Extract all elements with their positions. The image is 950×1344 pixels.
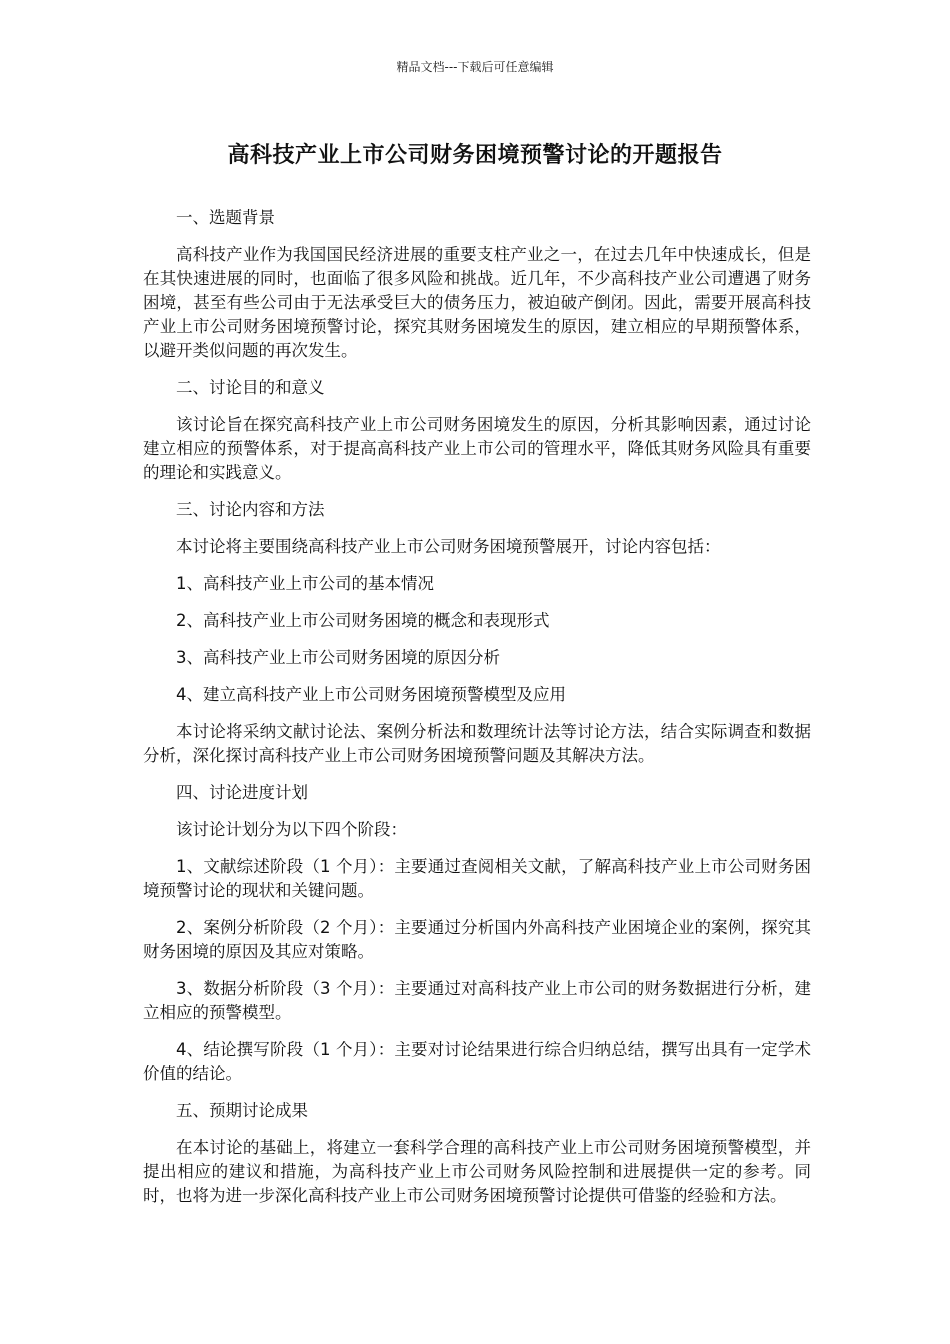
content-list-item: 3、高科技产业上市公司财务困境的原因分析 [176,648,500,667]
section-heading-schedule: 四、讨论进度计划 [176,783,308,802]
expected-results-paragraph: 在本讨论的基础上，将建立一套科学合理的高科技产业上市公司财务困境预警模型，并提出相应的建议和措施，为高科技产业上市公司财务风险控制和进展提供一定的参考。同时，也将为进一步深化高科技产业上市公司财务困境预警讨论提供可借鉴的经验和方法。 [143,1138,811,1205]
methods-paragraph: 本讨论将采纳文献讨论法、案例分析法和数理统计法等讨论方法，结合实际调查和数据分析，深化探讨高科技产业上市公司财务困境预警问题及其解决方法。 [143,722,811,765]
schedule-stage-item: 4、结论撰写阶段（1 个月）：主要对讨论结果进行综合归纳总结，撰写出具有一定学术价值的结论。 [143,1040,811,1083]
content-list-item: 2、高科技产业上市公司财务困境的概念和表现形式 [176,611,550,630]
background-paragraph: 高科技产业作为我国国民经济进展的重要支柱产业之一，在过去几年中快速成长，但是在其快速进展的同时，也面临了很多风险和挑战。近几年，不少高科技产业公司遭遇了财务困境，甚至有些公司由于无法承受巨大的债务压力，被迫破产倒闭。因此，需要开展高科技产业上市公司财务困境预警讨论，探究其财务困境发生的原因，建立相应的早期预警体系，以避开类似问题的再次发生。 [143,245,811,360]
schedule-intro-paragraph: 该讨论计划分为以下四个阶段： [176,820,407,839]
schedule-stage-item: 1、文献综述阶段（1 个月）：主要通过查阅相关文献，了解高科技产业上市公司财务困境预警讨论的现状和关键问题。 [143,857,811,900]
content-list-item: 1、高科技产业上市公司的基本情况 [176,574,434,593]
section-heading-background: 一、选题背景 [176,208,275,227]
header-note: 精品文档---下载后可任意编辑 [396,60,554,74]
purpose-paragraph: 该讨论旨在探究高科技产业上市公司财务困境发生的原因，分析其影响因素，通过讨论建立相应的预警体系，对于提高高科技产业上市公司的管理水平，降低其财务风险具有重要的理论和实践意义。 [143,415,811,482]
schedule-stage-item: 3、数据分析阶段（3 个月）：主要通过对高科技产业上市公司的财务数据进行分析，建立相应的预警模型。 [143,979,811,1022]
document-title: 高科技产业上市公司财务困境预警讨论的开题报告 [227,143,723,168]
section-heading-purpose: 二、讨论目的和意义 [176,378,325,397]
section-heading-content-methods: 三、讨论内容和方法 [176,500,325,519]
schedule-stage-item: 2、案例分析阶段（2 个月）：主要通过分析国内外高科技产业困境企业的案例，探究其财务困境的原因及其应对策略。 [143,918,811,961]
content-list-item: 4、建立高科技产业上市公司财务困境预警模型及应用 [176,685,566,704]
document-body [143,206,811,1221]
section-heading-expected-results: 五、预期讨论成果 [176,1101,308,1120]
content-intro-paragraph: 本讨论将主要围绕高科技产业上市公司财务困境预警展开，讨论内容包括： [176,537,721,556]
